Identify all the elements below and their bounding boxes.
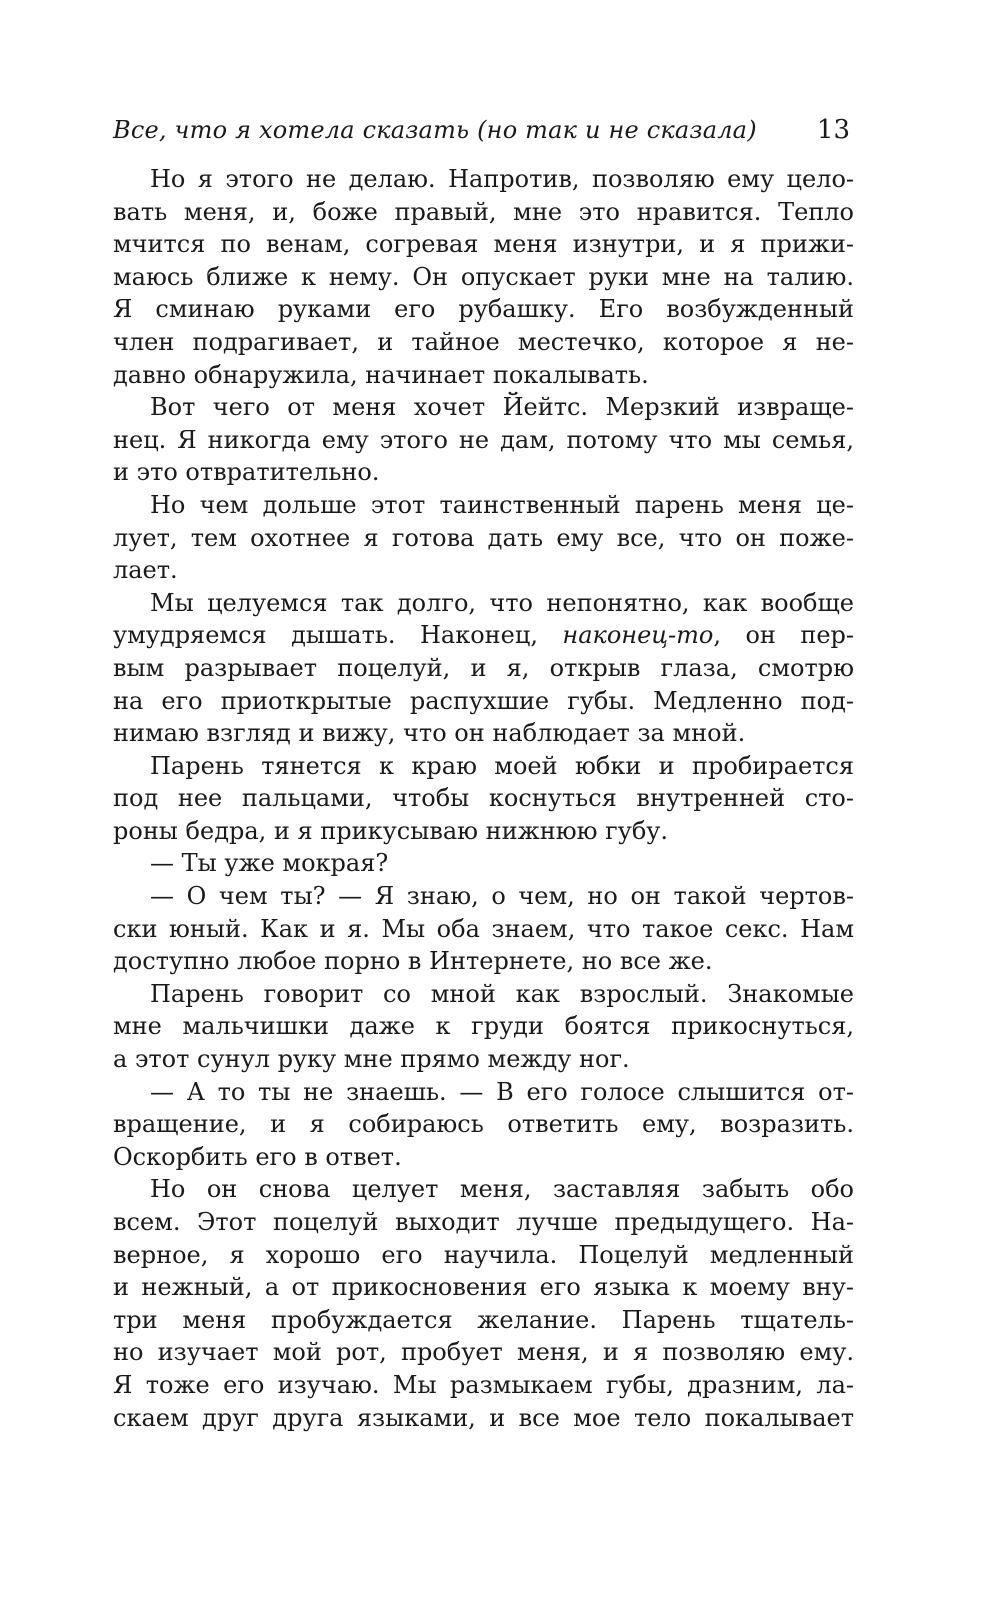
text-line: Мы целуемся так долго, что непонятно, как вообще [150,588,854,617]
text-line: три меня пробуждается желание. Парень тщатель- [113,1305,854,1334]
text-line: а этот сунул руку мне прямо между ног. [113,1045,630,1074]
text-line: вать меня, и, боже правый, мне это нравится. Тепло [113,197,854,226]
italic-emphasis: наконец-то [562,621,714,650]
text-line: Я сминаю руками его рубашку. Его возбужденный [113,295,854,324]
running-header [113,115,854,155]
text-line: мне мальчишки даже к груди боятся прикоснуться, [113,1012,854,1041]
paragraph [113,391,854,489]
text-line: верное, я хорошо его научила. Поцелуй медленный [113,1240,854,1269]
page-number: 13 [816,115,850,145]
text-line: член подрагивает, и тайное местечко, которое я не- [113,327,854,356]
text-line: Я тоже его изучаю. Мы размыкаем губы, дразним, ла- [113,1370,854,1399]
paragraph [113,163,854,391]
text-line: вращение, и я собираюсь ответить ему, возразить. [113,1110,854,1139]
text-line: — Ты уже мокрая? [150,849,389,878]
text-line: Парень тянется к краю моей юбки и пробирается [150,751,854,780]
text-fragment: умудряемся дышать. Наконец, [113,621,563,650]
paragraph [113,750,854,848]
text-line: нимаю взгляд и вижу, что он наблюдает за мной. [113,719,746,748]
text-line: Но чем дольше этот таинственный парень меня це- [150,490,854,519]
paragraph [113,489,854,587]
text-line: мчится по венам, согревая меня изнутри, и я прижи- [113,230,854,259]
text-line: и это отвратительно. [113,458,380,487]
paragraph [113,1076,854,1174]
text-line: давно обнаружила, начинает покалывать. [113,360,649,389]
paragraph [113,587,854,750]
text-line: лает. [113,556,178,585]
text-line: доступно любое порно в Интернете, но все же. [113,947,713,976]
text-line: вым разрывает поцелуй, и я, открыв глаза, смотрю [113,653,854,682]
text-line: нец. Я никогда ему этого не дам, потому что мы семья, [113,425,854,454]
text-line: Но он снова целует меня, заставляя забыть обо [150,1175,854,1204]
text-line: ски юный. Как и я. Мы оба знаем, что такое секс. Нам [113,914,854,943]
text-line: на его приоткрытые распухшие губы. Медленно под- [113,686,854,715]
paragraph [113,1173,854,1434]
text-line: Но я этого не делаю. Напротив, позволяю ему цело- [150,165,854,193]
text-line: всем. Этот поцелуй выходит лучше предыдущего. На- [113,1208,854,1236]
paragraph [113,847,854,880]
paragraph [113,880,854,978]
text-line: и нежный, а от прикосновения его языка к моему вну- [113,1273,854,1302]
text-fragment: , он пер- [713,621,854,650]
paragraph [113,978,854,1076]
text-line: под нее пальцами, чтобы коснуться внутренней сто- [113,784,854,813]
running-header-title: Все, что я хотела сказать (но так и не сказала) [113,116,757,144]
text-line: роны бедра, и я прикусываю нижнюю губу. [113,816,669,845]
text-line: но изучает мой рот, пробует меня, и я позволяю ему. [113,1338,854,1367]
text-line: — А то ты не знаешь. — В его голосе слышится от- [150,1077,854,1106]
text-line: скаем друг друга языками, и все мое тело покалывает [113,1403,854,1432]
text-line [113,619,854,652]
text-line: Парень говорит со мной как взрослый. Знакомые [150,979,854,1008]
body-text [113,163,854,1434]
text-line: — О чем ты? — Я знаю, о чем, но он такой чертов- [150,882,854,911]
text-line: лует, тем охотнее я готова дать ему все, что он поже- [113,523,854,552]
book-page [113,115,854,1434]
text-line: Оскорбить его в ответ. [113,1142,402,1171]
text-line: маюсь ближе к нему. Он опускает руки мне на талию. [113,262,854,291]
text-line: Вот чего от меня хочет Йейтс. Мерзкий извраще- [150,393,854,422]
